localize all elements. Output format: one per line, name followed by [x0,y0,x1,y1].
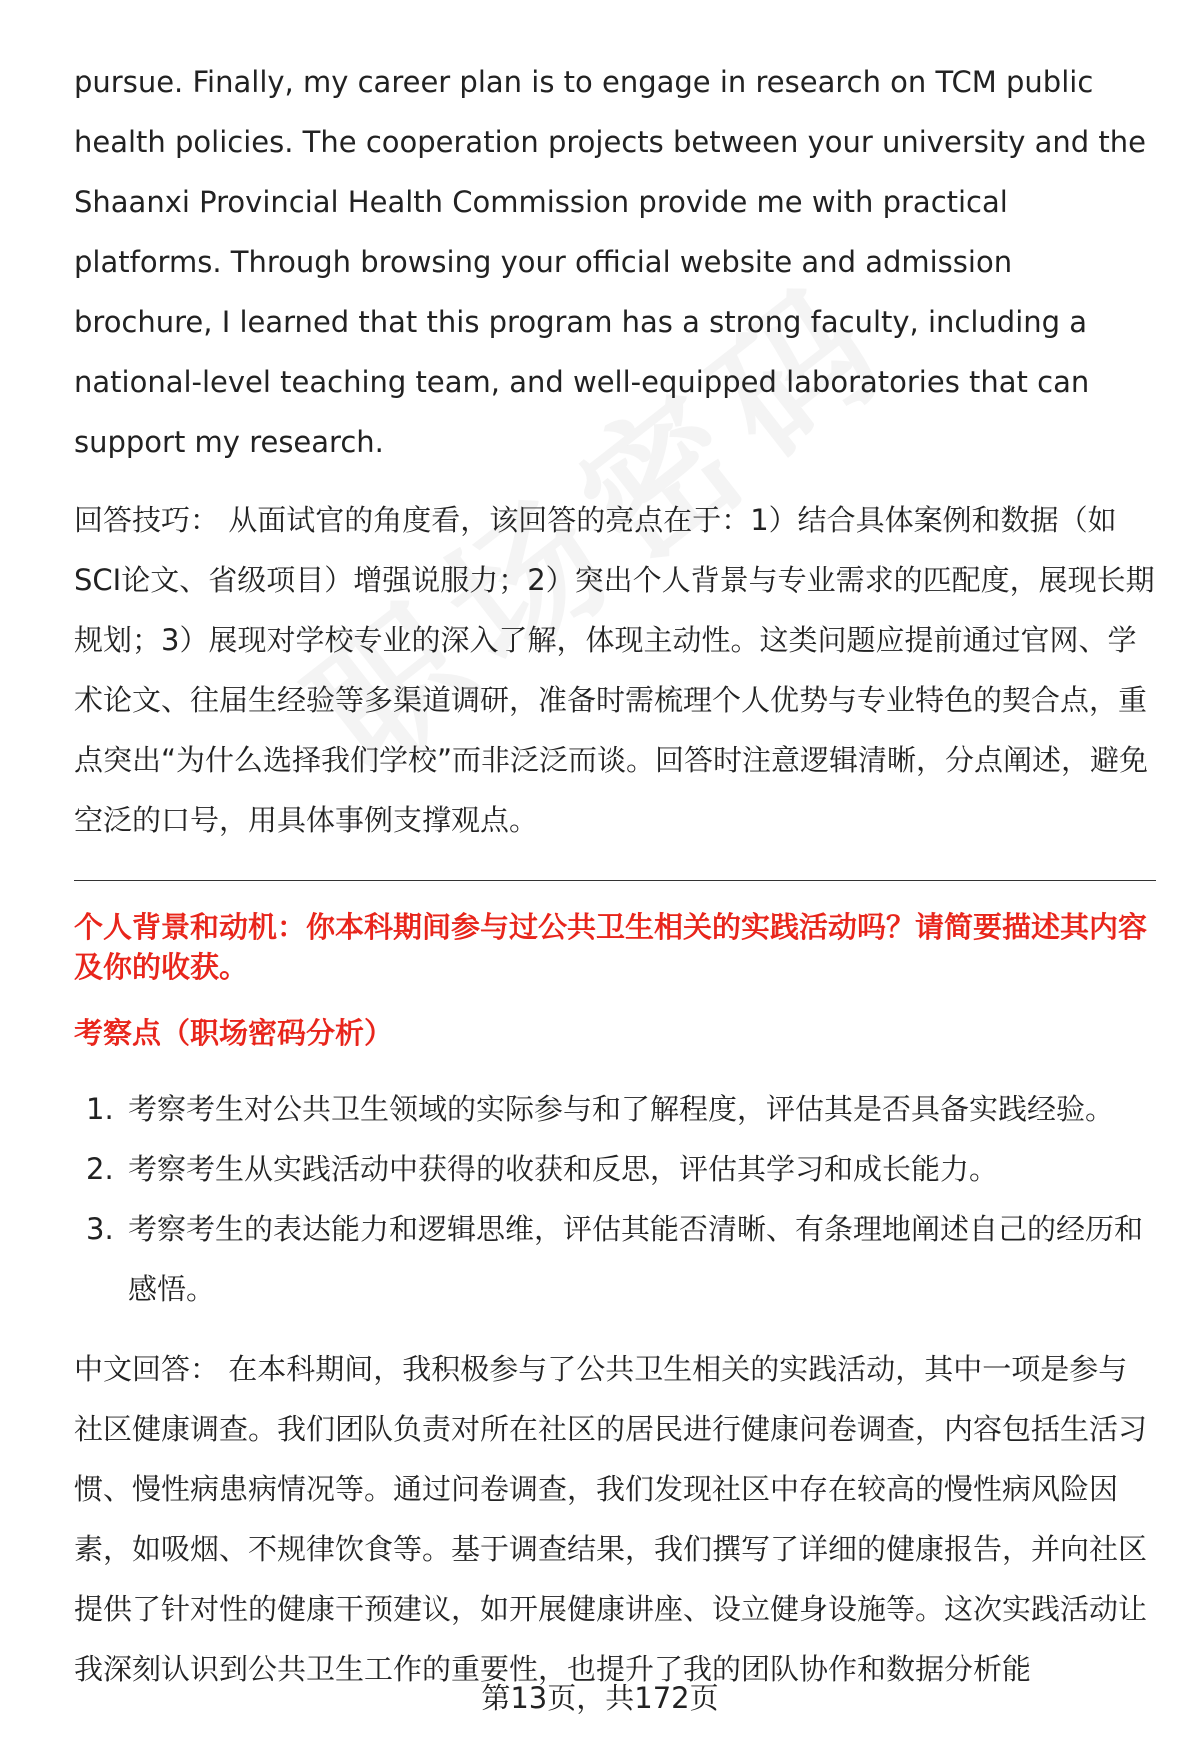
answer-tips-paragraph [74,490,1156,850]
tips-text: 从面试官的角度看，该回答的亮点在于：1）结合具体案例和数据（如SCI论文、省级项目）增强说服力；2）突出个人背景与专业需求的匹配度，展现长期规划；3）展现对学校专业的深入了解，体现主动性。这类问题应提前通过官网、学术论文、往届生经验等多渠道调研，准备时需梳理个人优势与专业特色的契合点，重点突出“为什么选择我们学校”而非泛泛而谈。回答时注意逻辑清晰，分点阐述，避免空泛的口号，用具体事例支撑观点。 [74,503,1155,837]
answer-text: 在本科期间，我积极参与了公共卫生相关的实践活动，其中一项是参与社区健康调查。我们团队负责对所在社区的居民进行健康问卷调查，内容包括生活习惯、慢性病患病情况等。通过问卷调查，我们发现社区中存在较高的慢性病风险因素，如吸烟、不规律饮食等。基于调查结果，我们撰写了详细的健康报告，并向社区提供了针对性的健康干预建议，如开展健康讲座、设立健身设施等。这次实践活动让我深刻认识到公共卫生工作的重要性，也提升了我的团队协作和数据分析能 [74,1352,1148,1686]
assessment-points-list [74,1079,1156,1319]
section-title: 考察点（职场密码分析） [74,1016,394,1050]
tips-label: 回答技巧： [74,503,220,537]
list-item: 1. 考察考生对公共卫生领域的实际参与和了解程度，评估其是否具备实践经验。 [86,1092,1115,1126]
list-item: 2. 考察考生从实践活动中获得的收获和反思，评估其学习和成长能力。 [86,1152,999,1186]
list-item: 3. 考察考生的表达能力和逻辑思维，评估其能否清晰、有条理地阐述自己的经历和感悟。 [86,1212,1144,1306]
english-answer-paragraph: pursue. Finally, my career plan is to engage in research on TCM public health policies. The cooperation projects between your university and the Shaanxi Provincial Health Commission provide me with practical platforms. Through browsing your official website and admission brochure, I learned that this program has a strong faculty, including a national-level teaching team, and well-equipped laboratories that can support my research. [74,65,1147,459]
page-footer: 第13页，共172页 [481,1681,719,1715]
document-page [74,52,1156,1699]
section-divider [74,880,1156,881]
answer-label: 中文回答： [74,1352,220,1386]
question-heading: 个人背景和动机：你本科期间参与过公共卫生相关的实践活动吗？请简要描述其内容及你的收获。 [74,910,1148,984]
chinese-answer-paragraph [74,1339,1156,1699]
